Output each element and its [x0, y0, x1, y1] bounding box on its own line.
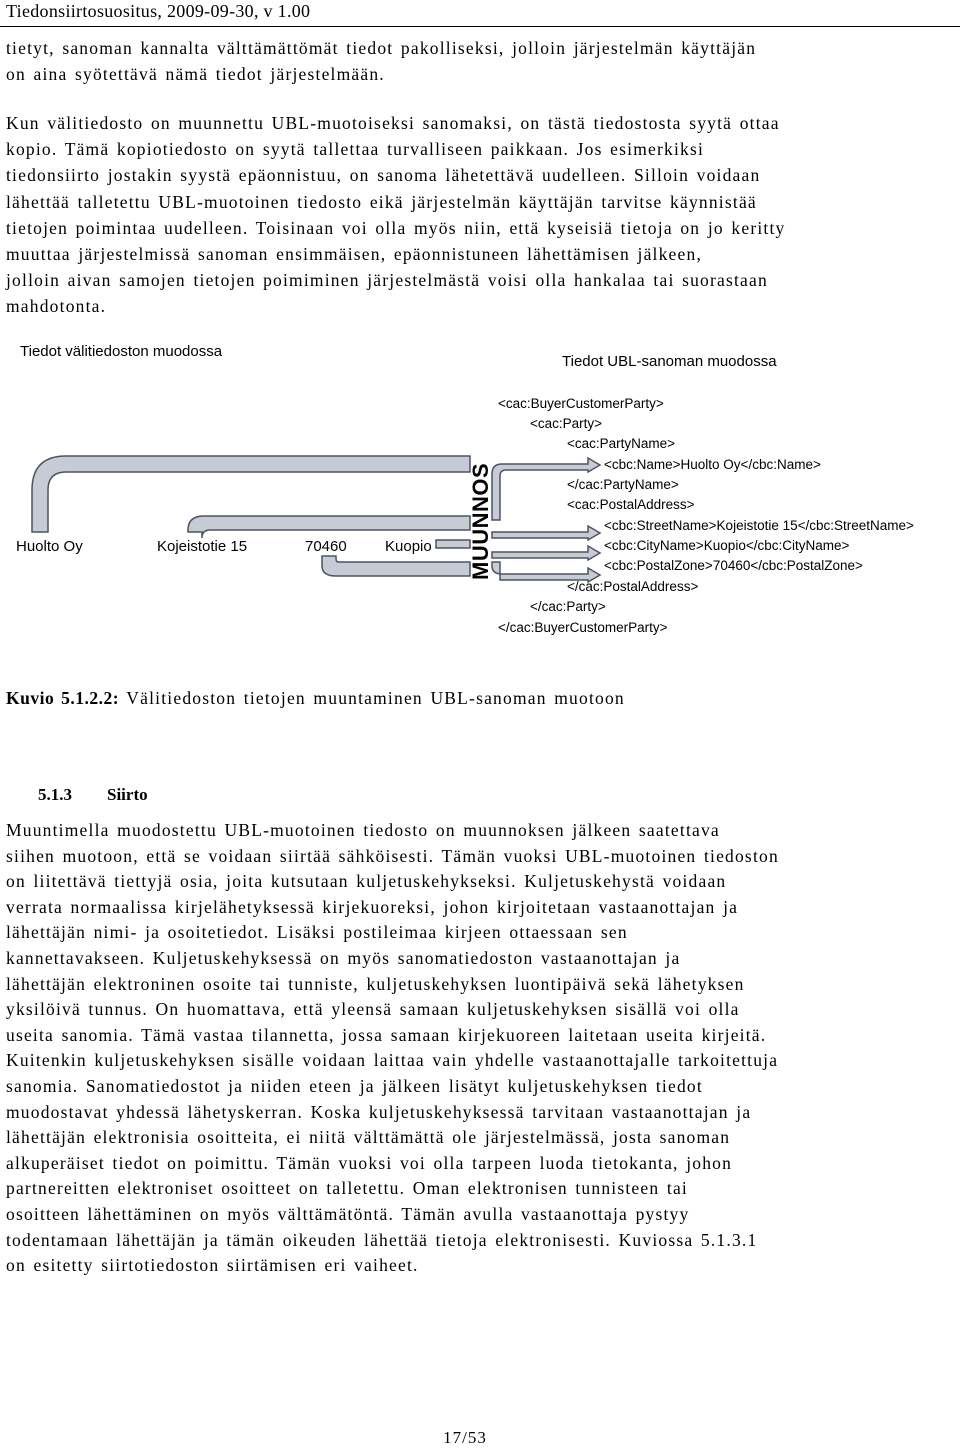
text-line: useita sanomia. Tämä vastaa tilannetta, jossa samaan kirjekuoreen laitetaan useita kirjeitä.: [6, 1024, 767, 1045]
text-line: muodostavat yhdessä lähetyskerran. Koska kuljetuskehyksessä tarvitaan vastaanottajan ja: [6, 1101, 752, 1122]
caption-text: Välitiedoston tietojen muuntaminen UBL-sanoman muotoon: [119, 688, 625, 708]
text-line: tietojen poimintaa uudelleen. Toisinaan voi olla myös niin, että kyseisiä tietoja on jo keritty: [6, 217, 786, 238]
text-line: lähettäjän elektronisia osoitteita, ei niitä välttämättä ole järjestelmässä, josta sanoman: [6, 1127, 731, 1148]
xml-line: </cac:PartyName>: [567, 477, 679, 492]
text-line: lähettäjän elektroninen osoite tai tunniste, kuljetuskehyksen luontipäivä sekä lähetyksen: [6, 973, 745, 994]
paragraph-2: [6, 110, 946, 320]
text-line: Muuntimella muodostettu UBL-muotoinen tiedosto on muunnoksen jälkeen saatettava: [6, 820, 720, 840]
transform-label: MUUNNOS: [468, 462, 493, 580]
text-line: lähettäjän nimi- ja osoitetiedot. Lisäksi postileimaa kirjeen ottaessaan sen: [6, 922, 628, 943]
document-title: Tiedonsiirtosuositus, 2009-09-30, v 1.00: [6, 1, 311, 21]
text-line: kopio. Tämä kopiotiedosto on syytä tallettaa turvalliseen paikkaan. Jos esimerkiksi: [6, 139, 705, 160]
text-line: alkuperäiset tiedot on poimittu. Tämän vuoksi voi olla tarpeen luoda tietokanta, johon: [6, 1152, 733, 1173]
page-number: 17/53: [443, 1428, 487, 1447]
paragraph-1: [6, 35, 946, 87]
text-line: mahdotonta.: [6, 296, 107, 317]
text-line: tiedonsiirto jostakin syystä epäonnistuu, on sanoma lähetettävä uudelleen. Silloin voidaan: [6, 165, 761, 186]
arrow-out-street: [492, 526, 600, 540]
text-line: verrata normaalissa kirjelähetyksessä kirjekuoreksi, johon kirjoitetaan vastaanottajan ja: [6, 896, 739, 917]
text-line: osoitteen lähettäminen on myös välttämätöntä. Tämän avulla vastaanottaja pystyy: [6, 1203, 690, 1224]
text-line: muuttaa järjestelmissä sanoman ensimmäisen, epäonnistuneen lähettämisen jälkeen,: [6, 243, 703, 264]
field-city: Kuopio: [385, 538, 432, 555]
text-line: siihen muotoon, että se voidaan siirtää sähköisesti. Tämän vuoksi UBL-muotoinen tiedoston: [6, 845, 779, 866]
xml-line: <cbc:Name>Huolto Oy</cbc:Name>: [604, 457, 821, 472]
xml-line: </cac:PostalAddress>: [567, 579, 699, 594]
xml-line: <cbc:CityName>Kuopio</cbc:CityName>: [604, 538, 850, 553]
figure-left-title: Tiedot välitiedoston muodossa: [20, 343, 223, 360]
text-line: Kun välitiedosto on muunnettu UBL-muotoiseksi sanomaksi, on tästä tiedostosta syytä ottaa: [6, 113, 780, 133]
text-line: yksilöivä tunnus. On huomattava, että yleensä samaan kuljetuskehyksen sisällä voi olla: [6, 999, 740, 1020]
figure-caption: [6, 688, 625, 709]
paragraph-3: [6, 818, 946, 1279]
page-header: [0, 0, 960, 27]
xml-line: </cac:BuyerCustomerParty>: [498, 620, 668, 635]
text-line: tietyt, sanoman kannalta välttämättömät tiedot pakolliseksi, jolloin järjestelmän käyttäjän: [6, 38, 757, 58]
xml-line: </cac:Party>: [530, 599, 606, 614]
xml-line: <cac:BuyerCustomerParty>: [498, 396, 664, 411]
text-line: partnereitten elektroniset osoitteet on talletettu. Oman elektronisen tunnisteen tai: [6, 1178, 688, 1199]
xml-line: <cac:PostalAddress>: [567, 497, 695, 512]
text-line: on liitettävä tiettyjä osia, joita kutsutaan kuljetuskehykseksi. Kuljetuskehystä voidaan: [6, 871, 727, 892]
xml-line: <cbc:PostalZone>70460</cbc:PostalZone>: [604, 558, 863, 573]
text-line: sanomia. Sanomatiedostot ja niiden eteen ja jälkeen lisätyt kuljetuskehyksen tiedot: [6, 1075, 703, 1096]
text-line: Kuitenkin kuljetuskehyksen sisälle voidaan laittaa vain yhdelle vastaanottajalle tarkoitettuja: [6, 1050, 779, 1071]
figure-right-title: Tiedot UBL-sanoman muodossa: [562, 353, 777, 370]
text-line: lähettää talletettu UBL-muotoinen tiedosto eikä järjestelmän käyttäjän tarvitse käynnistää: [6, 191, 757, 212]
field-name: Huolto Oy: [16, 538, 83, 555]
text-line: jolloin aivan samojen tietojen poimiminen järjestelmästä voisi olla hankalaa tai suorastaan: [6, 270, 768, 291]
arrow-kojeistotie: [188, 516, 470, 538]
xml-line: <cac:PartyName>: [567, 436, 676, 451]
text-line: on aina syötettävä nämä tiedot järjestelmään.: [6, 64, 385, 85]
section-title: Siirto: [107, 785, 148, 804]
section-number: 5.1.3: [38, 785, 72, 804]
xml-line: <cbc:StreetName>Kojeistotie 15</cbc:StreetName>: [604, 518, 914, 533]
field-street: Kojeistotie 15: [157, 538, 248, 555]
field-zip: 70460: [305, 538, 347, 555]
arrow-kuopio: [322, 556, 470, 576]
xml-line: <cac:Party>: [530, 416, 603, 431]
arrow-70460: [436, 540, 470, 548]
arrow-out-city: [492, 546, 600, 560]
text-line: todentamaan lähettäjän ja tämän oikeuden lähettää tietoja elektronisesti. Kuviossa 5.1.3.1: [6, 1229, 758, 1250]
caption-label: Kuvio 5.1.2.2:: [6, 688, 120, 708]
text-line: on esitetty siirtotiedoston siirtämisen eri vaiheet.: [6, 1255, 419, 1276]
text-line: kannettavakseen. Kuljetuskehyksessä on myös sanomatiedoston vastaanottajan ja: [6, 947, 681, 968]
